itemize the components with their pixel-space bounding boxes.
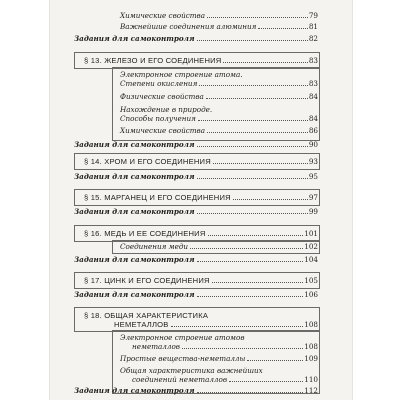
toc-section-18 (114, 320, 318, 329)
toc-entry-title: Задания для самоконтроля (74, 34, 195, 43)
toc-entry-title: Химические свойства (120, 126, 206, 135)
toc-page-number: 81 (308, 22, 318, 31)
toc-entry (120, 92, 318, 101)
dot-leader (207, 17, 308, 18)
dot-leader (197, 178, 308, 179)
dot-leader (223, 62, 307, 63)
toc-page-number: 93 (308, 157, 318, 166)
section-title: § 15. МАРГАНЕЦ И ЕГО СОЕДИНЕНИЯ (84, 193, 231, 202)
toc-entry-title: Степени окисления (120, 79, 198, 88)
toc-entry-title: Физические свойства (120, 92, 204, 101)
toc-page-number: 108 (304, 320, 318, 329)
toc-entry-title: Задания для самоконтроля (74, 140, 195, 149)
dot-leader (197, 261, 304, 262)
toc-entry-title-line: Общая характеристика важнейших (120, 366, 263, 375)
toc-page-number: 82 (308, 34, 318, 43)
toc-page-number: 83 (308, 56, 318, 65)
toc-entry-self-control (74, 207, 318, 216)
toc-entry-title: соединений неметаллов (132, 375, 228, 384)
toc-entry-title: Задания для самоконтроля (74, 172, 195, 181)
toc-entry-self-control (74, 255, 318, 264)
toc-entry-self-control (74, 34, 318, 43)
toc-page-number: 95 (308, 172, 318, 181)
dot-leader (207, 132, 308, 133)
dot-leader (233, 199, 308, 200)
toc-entry-self-control (74, 386, 318, 395)
toc-entry (132, 342, 318, 351)
toc-page-number: 90 (308, 140, 318, 149)
section-title: НЕМЕТАЛЛОВ (114, 320, 169, 329)
toc-entry-title: Задания для самоконтроля (74, 386, 195, 395)
section-title-line: § 18. ОБЩАЯ ХАРАКТЕРИСТИКА (84, 311, 209, 320)
section-title: § 16. МЕДЬ И ЕЕ СОЕДИНЕНИЯ (84, 229, 206, 238)
toc-entry (120, 242, 318, 251)
dot-leader (247, 360, 303, 361)
toc-page-number: 84 (308, 92, 318, 101)
toc-entry-title: Задания для самоконтроля (74, 290, 195, 299)
toc-page-number: 79 (308, 11, 318, 20)
toc-entry (120, 114, 318, 123)
toc-section-14 (84, 157, 318, 166)
dot-leader (258, 28, 307, 29)
toc-page-number: 101 (304, 229, 318, 238)
toc-entry-self-control (74, 172, 318, 181)
dot-leader (182, 348, 303, 349)
toc-page-number: 105 (304, 276, 318, 285)
dot-leader (197, 213, 308, 214)
dot-leader (212, 282, 304, 283)
toc-entry (132, 375, 318, 384)
toc-page-number: 83 (308, 79, 318, 88)
toc-section-13 (84, 56, 318, 65)
dot-leader (197, 296, 304, 297)
section-title: § 13. ЖЕЛЕЗО И ЕГО СОЕДИНЕНИЯ (84, 56, 222, 65)
dot-leader (197, 392, 304, 393)
toc-entry-title-line: Нахождение в природе. (120, 105, 213, 114)
toc-entry-self-control (74, 140, 318, 149)
toc-page-number: 99 (308, 207, 318, 216)
toc-entry (120, 354, 318, 363)
toc-section-16 (84, 229, 318, 238)
toc-page-number: 110 (304, 375, 318, 384)
toc-entry (120, 11, 318, 20)
toc-section-15 (84, 193, 318, 202)
toc-entry-self-control (74, 290, 318, 299)
toc-page-number: 106 (304, 290, 318, 299)
book-page (50, 0, 352, 400)
toc-page-number: 109 (304, 354, 318, 363)
dot-leader (213, 163, 308, 164)
toc-entry-title-line: Электронное строение атома. (120, 70, 243, 79)
toc-entry-title-line: Электронное строение атомов (120, 333, 245, 342)
toc-page-number: 112 (304, 386, 318, 395)
toc-page-number: 97 (308, 193, 318, 202)
toc-page-number: 86 (308, 126, 318, 135)
toc-page-number: 84 (308, 114, 318, 123)
toc-entry-title: Задания для самоконтроля (74, 207, 195, 216)
toc-entry (120, 126, 318, 135)
dot-leader (208, 235, 304, 236)
toc-section-17 (84, 276, 318, 285)
dot-leader (199, 85, 308, 86)
section-title: § 17. ЦИНК И ЕГО СОЕДИНЕНИЯ (84, 276, 210, 285)
dot-leader (198, 120, 308, 121)
toc-page-number: 108 (304, 342, 318, 351)
toc-entry (120, 79, 318, 88)
toc-entry-title: Способы получения (120, 114, 196, 123)
toc-entry-title: Важнейшие соединения алюминия (120, 22, 257, 31)
section-title: § 14. ХРОМ И ЕГО СОЕДИНЕНИЯ (84, 157, 211, 166)
toc-entry-title: Задания для самоконтроля (74, 255, 195, 264)
dot-leader (197, 146, 308, 147)
toc-entry-title: неметаллов (132, 342, 180, 351)
toc-entry-title: Простые вещества-неметаллы (120, 354, 246, 363)
dot-leader (171, 326, 304, 327)
toc-entry (120, 22, 318, 31)
dot-leader (197, 40, 308, 41)
toc-entry-title: Химические свойства (120, 11, 206, 20)
dot-leader (190, 248, 303, 249)
toc-page-number: 102 (304, 242, 318, 251)
toc-entry-title: Соединения меди (120, 242, 189, 251)
dot-leader (229, 381, 303, 382)
toc-page-number: 104 (304, 255, 318, 264)
dot-leader (206, 98, 308, 99)
